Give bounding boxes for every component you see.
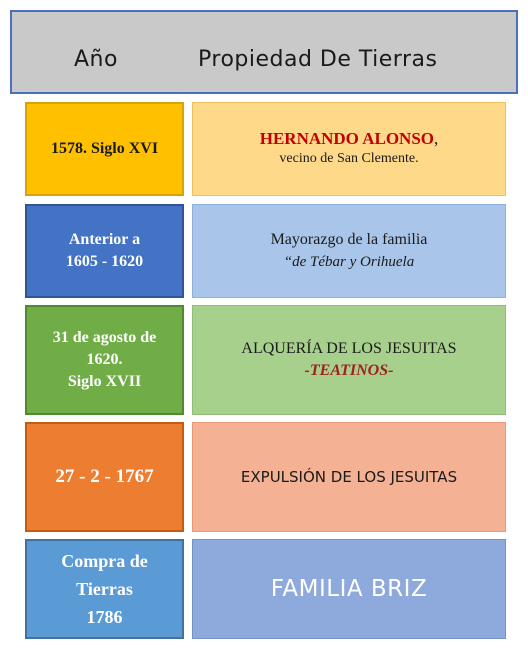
year-text-line: 1786 [86, 607, 123, 627]
property-cell-expulsion [192, 422, 506, 532]
year-cell-1786 [25, 539, 184, 639]
year-cell-1605-1620 [25, 204, 184, 298]
property-line-italic: “de Tébar y Orihuela [283, 254, 415, 270]
year-text-line: Compra de [61, 551, 148, 571]
property-cell-mayorazgo [192, 204, 506, 298]
year-text-line: 1605 - 1620 [65, 253, 144, 270]
year-text-line: Siglo XVII [67, 373, 142, 390]
owner-subtitle: vecino de San Clemente. [279, 151, 419, 166]
property-line: FAMILIA BRIZ [270, 576, 428, 602]
year-text: 1578. Siglo XVI [50, 140, 159, 157]
year-text-line: Tierras [76, 579, 133, 599]
year-cell-1578 [25, 102, 184, 196]
year-cell-1767 [25, 422, 184, 532]
owner-punct: , [434, 129, 439, 148]
property-line: Mayorazgo de la familia [270, 231, 428, 248]
property-cell-familia-briz [192, 539, 506, 639]
year-column-header: Año [74, 47, 118, 72]
year-text-line: 31 de agosto de [52, 329, 157, 346]
year-text: 27 - 2 - 1767 [55, 466, 154, 487]
year-text-line: 1620. [86, 351, 123, 368]
property-title [260, 129, 439, 149]
property-line-teatinos: -TEATINOS- [304, 362, 394, 379]
property-cell-hernando-alonso [192, 102, 506, 196]
property-cell-alqueria [192, 305, 506, 415]
year-cell-1620 [25, 305, 184, 415]
property-column-header: Propiedad De Tierras [198, 47, 438, 72]
year-text-line: Anterior a [68, 231, 141, 248]
table-header [10, 10, 518, 94]
property-line: EXPULSIÓN DE LOS JESUITAS [240, 468, 458, 486]
owner-name: HERNANDO ALONSO [259, 129, 435, 148]
property-line: ALQUERÍA DE LOS JESUITAS [241, 340, 457, 357]
